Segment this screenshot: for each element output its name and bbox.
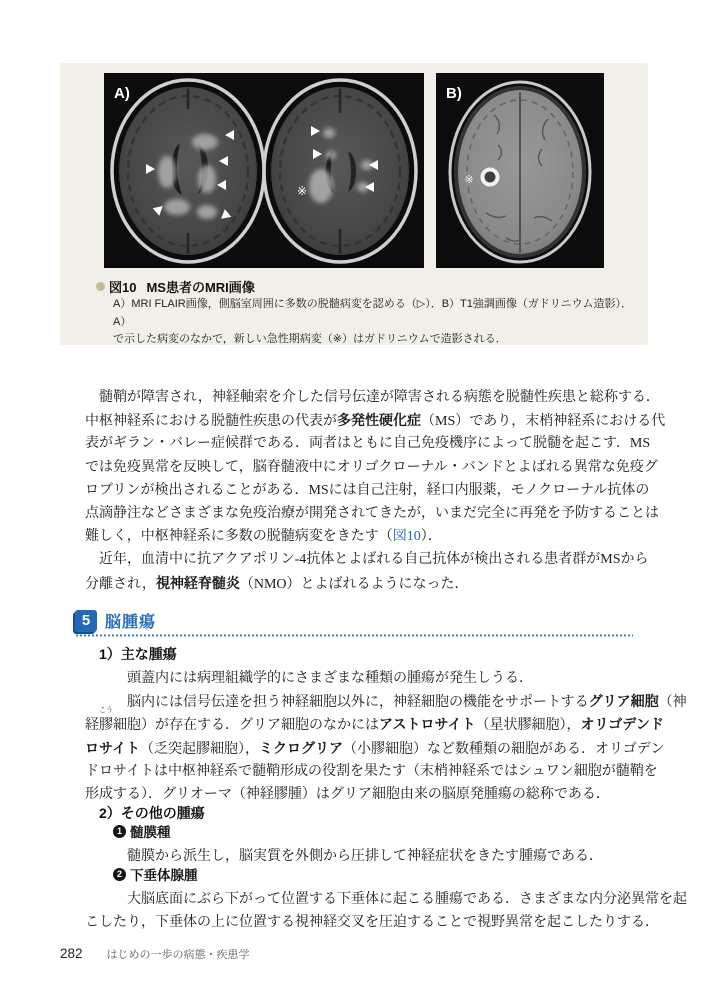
ring-enhancing-lesion — [483, 170, 498, 185]
page-number: 282 — [60, 946, 83, 961]
figure-caption-title — [96, 277, 255, 296]
mri-flair-image — [104, 73, 424, 268]
brain-slice-right — [264, 80, 416, 262]
subsection-1-title: 1）主な腫瘍 — [99, 646, 177, 662]
item-meningioma-title — [113, 821, 171, 841]
paragraph-pituitary-adenoma: 大脳底面にぶら下がって位置する下垂体に起こる腫瘍である．さまざまな内分泌異常を起 こしたり，下垂体の上に位置する視神経交叉を圧迫することで視野異常を起こしたりする． — [85, 892, 687, 931]
figure-number: 図10 — [109, 280, 137, 295]
figure-caption-text — [113, 296, 633, 349]
figure-bullet-icon — [96, 282, 105, 291]
subsection-2-title: 2）その他の腫瘍 — [99, 805, 205, 821]
section-dotted-rule — [75, 634, 633, 637]
figure-panel — [60, 63, 648, 345]
reference-marker: ※ — [464, 174, 474, 186]
figure-title: MS患者のMRI画像 — [146, 280, 255, 295]
brain-slice-t1 — [450, 82, 590, 262]
reference-marker: ※ — [296, 184, 308, 198]
paragraph-demyelinating-disease: 髄鞘が障害され，神経軸索を介した信号伝達が障害される病態を脱髄性疾患と総称する． 中枢神経系における脱髄性疾患の代表が多発性硬化症（MS）であり，末梢神経系における代 表がギラン・バレー症候群である．両者はともに自己免疫機序によって脱髄を起こす．MS では免疫異常を反映して，脳脊髄液中にオリゴクローナル・バンドとよばれる異常な免疫グ ロブリンが検出されることがある．MSには自己注射，経口内服薬，モノクローナル抗体の 点滴静注などさまざまな免疫治療が開発されてきたが，いまだ完全に再発を予防することは 難しく，中枢神経系に多数の脱髄病変をきたす（図10）． 近年，血清中に抗アクアポリン-4抗体とよばれる自己抗体が検出される患者群がMSから 分離され，視神経脊髄炎（NMO）とよばれるようになった． — [85, 390, 666, 592]
panel-label-a: A) — [114, 85, 130, 102]
section-number-badge: 5 — [75, 610, 97, 632]
brain-slice-left — [112, 80, 264, 262]
item-title-label: 髄膜種 — [130, 825, 171, 840]
paragraph-meningioma: 髄膜から派生し，脳実質を外側から圧排して神経症状をきたす腫瘍である． — [127, 849, 603, 864]
enum-1-icon: 1 — [113, 825, 126, 838]
mri-t1-image — [436, 73, 604, 268]
panel-label-b: B) — [446, 85, 462, 102]
enum-2-icon: 2 — [113, 868, 126, 881]
section-title: 脳腫瘍 — [105, 614, 157, 631]
page-footer — [60, 946, 250, 962]
figure-caption-line: で示した病変のなかで，新しい急性期病変（※）はガドリニウムで造影される． — [113, 333, 507, 345]
item-pituitary-adenoma-title — [113, 864, 198, 884]
book-title: はじめの一歩の病態・疾患学 — [106, 949, 250, 961]
figure-caption-line: A）MRI FLAIR画像，側脳室周囲に多数の脱髄病変を認める（▷）．B）T1強調画像（ガドリニウム造影）．A） — [113, 298, 633, 328]
item-title-label: 下垂体腺腫 — [130, 868, 198, 883]
mri-image-row — [104, 73, 604, 268]
paragraph-main-tumors: 頭蓋内には病理組織学的にさまざまな種類の腫瘍が発生しうる． 脳内には信号伝達を担う神経細胞以外に，神経細胞の機能をサポートするグリア細胞（神 経膠 こう 細胞）が存在する．グリア細胞のなかにはアストロサイト（星状膠細胞），オリゴデンド ロサイト（乏突起膠細胞），ミクログリア（小膠細胞）など数種類の細胞がある．オリゴデン ドロサイトは中枢神経系で髄鞘形成の役割を果たす（末梢神経系ではシュワン細胞が髄鞘を 形成する）．グリオーマ（神経膠腫）はグリア細胞由来の脳原発腫瘍の総称である． — [85, 671, 687, 802]
section-5-header — [75, 609, 156, 632]
